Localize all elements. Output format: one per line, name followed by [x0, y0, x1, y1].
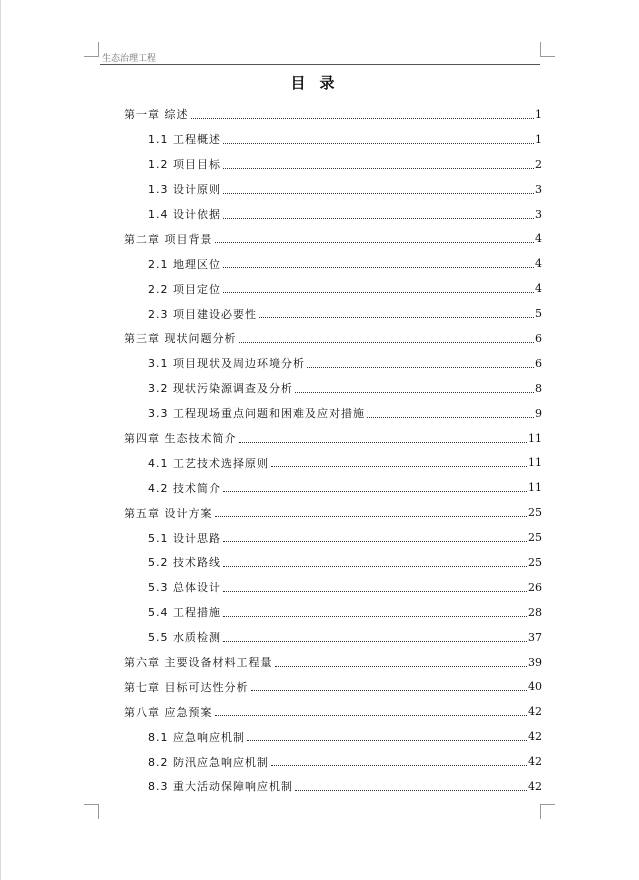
crop-mark-bottom-right — [540, 804, 555, 819]
toc-entry-page-number: 3 — [535, 182, 542, 196]
toc-entry[interactable] — [124, 500, 542, 525]
toc-dot-leader — [215, 707, 528, 716]
toc-entry-label: 5.1 设计思路 — [148, 531, 221, 545]
toc-entry-label: 第二章 项目背景 — [124, 232, 213, 246]
toc-entry[interactable] — [124, 401, 542, 426]
toc-entry-label: 5.3 总体设计 — [148, 581, 221, 595]
toc-entry[interactable] — [124, 475, 542, 500]
toc-entry-label: 3.3 工程现场重点问题和困难及应对措施 — [148, 407, 365, 421]
toc-dot-leader — [275, 658, 528, 667]
toc-entry-page-number: 11 — [528, 481, 542, 495]
toc-entry-label: 1.4 设计依据 — [148, 208, 221, 221]
toc-entry-label: 8.3 重大活动保障响应机制 — [148, 780, 293, 794]
toc-entry[interactable] — [124, 575, 542, 600]
toc-entry[interactable] — [124, 127, 542, 152]
toc-entry[interactable] — [124, 177, 542, 202]
toc-entry[interactable] — [124, 202, 542, 227]
toc-entry-label: 3.1 项目现状及周边环境分析 — [148, 357, 305, 371]
page-edge — [0, 0, 1, 880]
toc-dot-leader — [191, 110, 535, 119]
toc-dot-leader — [271, 458, 527, 467]
table-of-contents — [124, 102, 542, 799]
toc-entry-page-number: 11 — [528, 431, 542, 445]
toc-entry-page-number: 4 — [535, 232, 542, 246]
toc-entry[interactable] — [124, 251, 542, 276]
toc-dot-leader — [223, 483, 527, 492]
toc-dot-leader — [215, 508, 528, 517]
toc-entry-page-number: 25 — [528, 506, 542, 520]
toc-entry-page-number: 5 — [535, 307, 542, 321]
toc-dot-leader — [307, 359, 534, 368]
toc-dot-leader — [223, 160, 534, 169]
toc-entry[interactable] — [124, 450, 542, 475]
toc-entry[interactable] — [124, 376, 542, 401]
toc-entry-page-number: 42 — [528, 755, 542, 769]
crop-mark-bottom-left — [84, 804, 99, 819]
toc-entry-page-number: 40 — [528, 680, 542, 694]
toc-dot-leader — [247, 732, 527, 741]
toc-entry-label: 第八章 应急预案 — [124, 705, 213, 719]
toc-dot-leader — [259, 309, 534, 318]
toc-entry-label: 1.1 工程概述 — [148, 133, 221, 147]
toc-entry[interactable] — [124, 600, 542, 625]
toc-entry-label: 第一章 综述 — [124, 108, 189, 122]
toc-entry-label: 5.4 工程措施 — [148, 606, 221, 620]
toc-entry-label: 第五章 设计方案 — [124, 506, 213, 520]
toc-entry-label: 第六章 主要设备材料工程量 — [124, 656, 273, 670]
toc-entry-label: 8.2 防汛应急响应机制 — [148, 755, 269, 769]
toc-entry[interactable] — [124, 749, 542, 774]
toc-entry[interactable] — [124, 102, 542, 127]
toc-dot-leader — [239, 434, 528, 443]
toc-entry-page-number: 42 — [528, 705, 542, 719]
toc-entry-page-number: 6 — [535, 356, 542, 370]
toc-entry[interactable] — [124, 276, 542, 301]
toc-entry[interactable] — [124, 301, 542, 326]
toc-dot-leader — [367, 409, 534, 418]
toc-entry-label: 4.2 技术简介 — [148, 481, 221, 495]
toc-entry-label: 第四章 生态技术简介 — [124, 432, 237, 446]
toc-entry-page-number: 37 — [528, 630, 542, 644]
toc-dot-leader — [223, 185, 534, 194]
toc-entry-page-number: 25 — [528, 531, 542, 545]
toc-entry-page-number: 8 — [535, 381, 542, 395]
toc-entry-page-number: 4 — [535, 282, 542, 296]
toc-entry-page-number: 26 — [528, 580, 542, 594]
toc-entry-label: 2.3 项目建设必要性 — [148, 307, 257, 321]
toc-dot-leader — [251, 682, 528, 691]
toc-entry-label: 4.1 工艺技术选择原则 — [148, 456, 269, 470]
toc-entry-page-number: 25 — [528, 555, 542, 569]
toc-entry-label: 1.2 项目目标 — [148, 158, 221, 172]
crop-mark-top-left — [84, 42, 99, 57]
toc-entry-page-number: 4 — [535, 257, 542, 271]
page-header — [100, 50, 540, 65]
toc-dot-leader — [223, 608, 527, 617]
toc-entry-label: 5.5 水质检测 — [148, 631, 221, 645]
toc-entry-page-number: 11 — [528, 456, 542, 470]
toc-entry[interactable] — [124, 699, 542, 724]
header-text: 生态治理工程 — [102, 54, 157, 64]
toc-entry-page-number: 3 — [535, 207, 542, 221]
toc-dot-leader — [223, 210, 534, 219]
toc-dot-leader — [295, 782, 527, 791]
toc-dot-leader — [223, 135, 534, 144]
toc-dot-leader — [271, 757, 527, 766]
toc-entry-label: 8.1 应急响应机制 — [148, 730, 245, 744]
toc-entry[interactable] — [124, 724, 542, 749]
toc-entry[interactable] — [124, 326, 542, 351]
toc-entry[interactable] — [124, 550, 542, 575]
toc-dot-leader — [215, 234, 535, 243]
toc-dot-leader — [223, 633, 527, 642]
toc-dot-leader — [223, 284, 534, 293]
toc-entry-page-number: 1 — [535, 132, 542, 146]
toc-entry-page-number: 39 — [528, 655, 542, 669]
toc-dot-leader — [223, 583, 527, 592]
toc-entry[interactable] — [124, 774, 542, 799]
toc-entry[interactable] — [124, 674, 542, 699]
toc-entry-page-number: 28 — [528, 605, 542, 619]
toc-entry-page-number: 42 — [528, 779, 542, 793]
toc-entry-page-number: 42 — [528, 730, 542, 744]
toc-entry[interactable] — [124, 525, 542, 550]
toc-entry-page-number: 2 — [535, 157, 542, 171]
toc-entry-label: 5.2 技术路线 — [148, 556, 221, 570]
toc-entry[interactable] — [124, 426, 542, 451]
toc-entry-page-number: 1 — [535, 107, 542, 121]
crop-mark-top-right — [540, 42, 555, 57]
page-title: 目录 — [290, 74, 349, 92]
toc-dot-leader — [239, 334, 535, 343]
toc-entry[interactable] — [124, 226, 542, 251]
toc-entry-label: 3.2 现状污染源调查及分析 — [148, 382, 293, 396]
toc-entry-label: 1.3 设计原则 — [148, 183, 221, 197]
toc-entry[interactable] — [124, 351, 542, 376]
toc-dot-leader — [223, 558, 527, 567]
toc-entry-page-number: 6 — [535, 331, 542, 345]
toc-entry[interactable] — [124, 650, 542, 675]
toc-entry-label: 第三章 现状问题分析 — [124, 332, 237, 346]
toc-dot-leader — [295, 384, 534, 393]
toc-entry[interactable] — [124, 625, 542, 650]
toc-entry[interactable] — [124, 152, 542, 177]
toc-entry-label: 第七章 目标可达性分析 — [124, 680, 249, 694]
toc-entry-label: 2.2 项目定位 — [148, 282, 221, 296]
toc-entry-page-number: 9 — [535, 406, 542, 420]
toc-entry-label: 2.1 地理区位 — [148, 257, 221, 271]
toc-dot-leader — [223, 533, 527, 542]
toc-dot-leader — [223, 259, 534, 268]
